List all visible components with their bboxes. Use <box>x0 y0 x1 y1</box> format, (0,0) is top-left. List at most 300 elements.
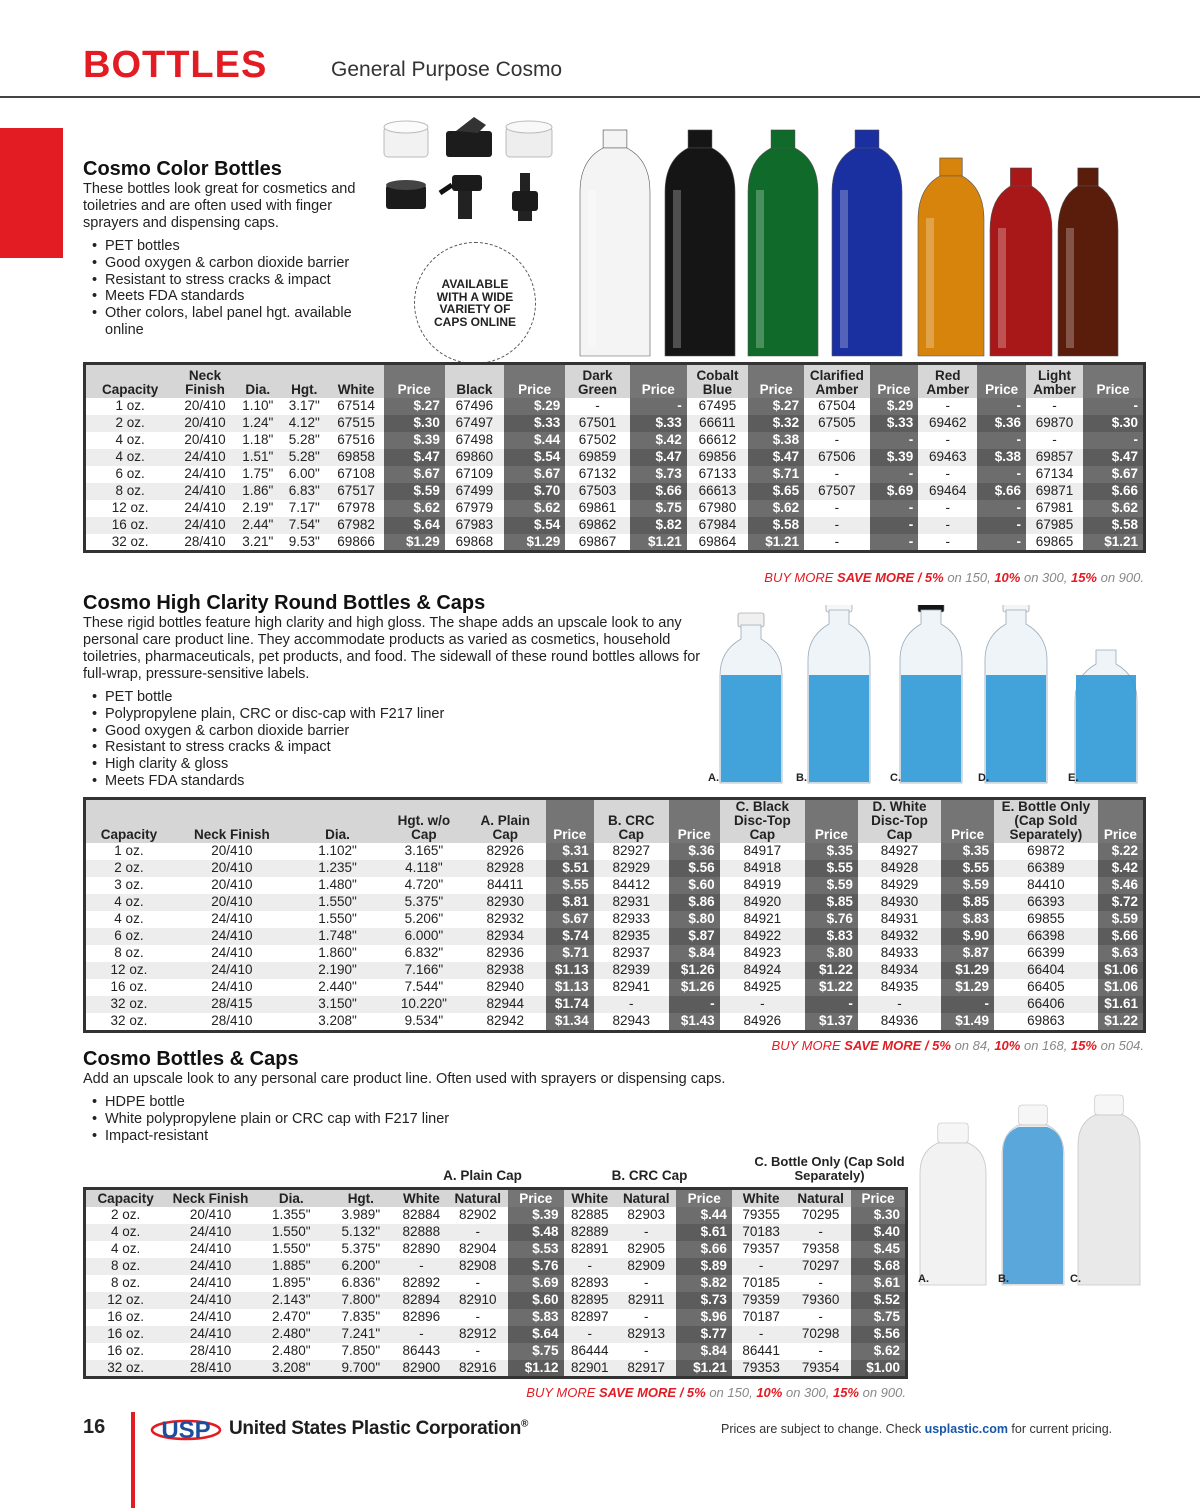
price-cell: $.39 <box>384 432 445 449</box>
table-cell: 69856 <box>687 449 748 466</box>
discount-text: SAVE MORE <box>844 1038 922 1053</box>
price-cell: $.33 <box>504 415 565 432</box>
table-cell: 24/410 <box>165 1326 256 1343</box>
price-cell: $.38 <box>748 432 804 449</box>
table-cell: 82890 <box>395 1241 447 1258</box>
column-header: Price <box>508 1189 563 1207</box>
price-cell: $.38 <box>977 449 1026 466</box>
table-row <box>85 843 1145 860</box>
price-cell: $.87 <box>669 928 720 945</box>
discount-text: SAVE MORE <box>599 1385 677 1400</box>
discount-text: BUY MORE <box>764 570 838 585</box>
table-cell: 84927 <box>858 843 941 860</box>
table-cell: 84931 <box>858 911 941 928</box>
price-cell: $1.26 <box>669 979 720 996</box>
table-cell: 82896 <box>395 1309 447 1326</box>
price-cell: $.47 <box>748 449 804 466</box>
table-cell: 82934 <box>465 928 546 945</box>
table-cell: 6.200" <box>327 1258 396 1275</box>
discount-text: 10% <box>756 1385 783 1400</box>
table-cell: 82909 <box>616 1258 677 1275</box>
table-cell: - <box>858 996 941 1013</box>
table-cell: - <box>804 500 870 517</box>
table-cell: 6 oz. <box>85 466 175 483</box>
table-cell: 67109 <box>445 466 504 483</box>
table-cell: 1.355" <box>256 1207 327 1224</box>
column-header: Capacity <box>97 1190 154 1206</box>
price-cell: $.72 <box>1098 894 1145 911</box>
table-cell: - <box>1026 398 1083 415</box>
table-cell: 84928 <box>858 860 941 877</box>
pricing-note: Prices are subject to change. Check usplastic.com for current pricing. <box>721 1422 1113 1436</box>
table-cell: 82888 <box>395 1224 447 1241</box>
table-cell: 6.00" <box>280 466 329 483</box>
feature-bullet: • High clarity & gloss <box>83 756 543 773</box>
price-cell: $.42 <box>1098 860 1145 877</box>
table-cell: 24/410 <box>174 500 235 517</box>
bottle-shape <box>665 130 735 356</box>
table-cell: 86444 <box>564 1343 616 1360</box>
table-cell: 70185 <box>732 1275 790 1292</box>
bottle-shape <box>832 130 902 356</box>
price-cell: $1.06 <box>1098 979 1145 996</box>
table-cell: - <box>616 1224 677 1241</box>
discount-text: 15% <box>1070 570 1097 585</box>
column-header: Dark Green <box>577 367 618 397</box>
price-cell: $.82 <box>676 1275 731 1292</box>
table-cell: 67978 <box>329 500 384 517</box>
table-cell: 1 oz. <box>85 843 172 860</box>
table-cell: 66612 <box>687 432 748 449</box>
table-cell: 5.375" <box>327 1241 396 1258</box>
table-row <box>85 483 1145 500</box>
table-cell: 66399 <box>994 945 1098 962</box>
column-header: Capacity <box>102 381 159 397</box>
table-row <box>85 500 1145 517</box>
table-cell: - <box>918 500 977 517</box>
table-row <box>85 1013 1145 1031</box>
price-cell: $.35 <box>805 843 858 860</box>
table-cell: 67979 <box>445 500 504 517</box>
table-cell: 20/410 <box>172 894 292 911</box>
table-cell: 32 oz. <box>85 534 175 552</box>
page-title: BOTTLES <box>83 44 268 86</box>
feature-list <box>83 689 543 790</box>
column-header: B. CRC Cap <box>607 813 655 842</box>
table-row <box>85 517 1145 534</box>
discount-text: 15% <box>1070 1038 1097 1053</box>
table-cell: 67495 <box>687 398 748 415</box>
price-cell: $.46 <box>1098 877 1145 894</box>
table-cell: 3.150" <box>292 996 383 1013</box>
price-cell: $.39 <box>870 449 919 466</box>
table-cell: - <box>804 534 870 552</box>
price-cell: $.63 <box>1098 945 1145 962</box>
bottle-label: B. <box>998 1273 1009 1285</box>
discount-text: on 900. <box>1097 570 1144 585</box>
price-cell: - <box>870 500 919 517</box>
price-cell: $1.74 <box>546 996 594 1013</box>
price-cell: - <box>977 534 1026 552</box>
table-cell: 20/410 <box>174 415 235 432</box>
table-cell: 4 oz. <box>85 894 172 911</box>
table-cell: 79360 <box>790 1292 851 1309</box>
price-cell: $.31 <box>546 843 594 860</box>
table-cell: 20/410 <box>172 877 292 894</box>
price-cell: $.22 <box>1098 843 1145 860</box>
table-cell: 84922 <box>720 928 805 945</box>
table-cell: 66613 <box>687 483 748 500</box>
section-description: Add an upscale look to any personal care product line. Often used with sprayers or dispensing caps. <box>83 1071 726 1087</box>
price-cell: $.47 <box>384 449 445 466</box>
discount-text: on 150, <box>705 1385 757 1400</box>
table-cell: - <box>790 1309 851 1326</box>
price-cell: $.76 <box>805 911 858 928</box>
price-cell: $1.22 <box>1098 1013 1145 1031</box>
table-cell: 82901 <box>564 1360 616 1378</box>
table-cell: 4 oz. <box>85 432 175 449</box>
table-header-row <box>85 364 1145 398</box>
price-cell: $.56 <box>669 860 720 877</box>
table-cell: 9.534" <box>383 1013 464 1031</box>
table-row <box>85 1292 907 1309</box>
table-cell: - <box>448 1343 509 1360</box>
bottle-shape <box>920 1123 986 1285</box>
column-header: Price <box>384 364 445 398</box>
table-cell: 67985 <box>1026 517 1083 534</box>
volume-discount-note <box>526 1385 906 1400</box>
table-cell: 66405 <box>994 979 1098 996</box>
column-header: Price <box>669 799 720 844</box>
price-cell: $.67 <box>546 911 594 928</box>
price-cell: - <box>805 996 858 1013</box>
table-cell: 69870 <box>1026 415 1083 432</box>
table-cell: - <box>918 517 977 534</box>
header-rule <box>0 96 1200 98</box>
table-cell: 20/410 <box>172 860 292 877</box>
table-cell: 82928 <box>465 860 546 877</box>
discount-text: 15% <box>832 1385 859 1400</box>
table-cell: 82933 <box>594 911 669 928</box>
discount-text: / <box>676 1385 687 1400</box>
table-cell: - <box>1026 432 1083 449</box>
table-cell: 69866 <box>329 534 384 552</box>
price-cell: $.59 <box>805 877 858 894</box>
discount-text: on 150, <box>943 570 995 585</box>
table-cell: - <box>395 1258 447 1275</box>
table-row <box>85 996 1145 1013</box>
table-cell: 67496 <box>445 398 504 415</box>
table-cell: 69865 <box>1026 534 1083 552</box>
price-cell: $.67 <box>384 466 445 483</box>
price-cell: $.67 <box>1083 466 1144 483</box>
table-row <box>85 534 1145 552</box>
column-header: Clarified Amber <box>809 367 864 397</box>
price-cell: $.86 <box>669 894 720 911</box>
price-cell: - <box>1083 398 1144 415</box>
price-cell: $.64 <box>508 1326 563 1343</box>
table-cell: 16 oz. <box>85 1326 166 1343</box>
price-cell: $.85 <box>805 894 858 911</box>
price-cell: $.68 <box>851 1258 907 1275</box>
table-row <box>85 432 1145 449</box>
table-cell: 67502 <box>565 432 629 449</box>
price-cell: $.65 <box>748 483 804 500</box>
table-cell: 82939 <box>594 962 669 979</box>
table-cell: 20/410 <box>174 398 235 415</box>
table-cell: 6.83" <box>280 483 329 500</box>
table-cell: 67504 <box>804 398 870 415</box>
price-cell: - <box>870 534 919 552</box>
table-cell: 5.132" <box>327 1224 396 1241</box>
column-header: Price <box>630 364 687 398</box>
table-cell: 1.10" <box>236 398 280 415</box>
bottle-shape <box>808 605 870 783</box>
table-cell: 69463 <box>918 449 977 466</box>
feature-bullet: • Meets FDA standards <box>83 773 543 790</box>
table-cell: 69862 <box>565 517 629 534</box>
table-cell: 24/410 <box>174 483 235 500</box>
price-cell: $.53 <box>508 1241 563 1258</box>
table-cell: 79357 <box>732 1241 790 1258</box>
price-cell: $.58 <box>1083 517 1144 534</box>
disc-cap-icon <box>386 180 426 209</box>
price-cell: $1.29 <box>504 534 565 552</box>
discount-text: / <box>921 1038 933 1053</box>
price-cell: - <box>977 517 1026 534</box>
table-cell: 24/410 <box>165 1275 256 1292</box>
price-cell: $.35 <box>941 843 994 860</box>
bottle-label: E. <box>1068 772 1079 784</box>
table-cell: 82942 <box>465 1013 546 1031</box>
price-cell: $.75 <box>508 1343 563 1360</box>
price-cell: $.40 <box>851 1224 907 1241</box>
price-cell: - <box>941 996 994 1013</box>
price-cell: $.84 <box>676 1343 731 1360</box>
group-header-plain-cap: A. Plain Cap <box>443 1168 522 1183</box>
bottle-shape <box>748 130 818 356</box>
table-row <box>85 1241 907 1258</box>
feature-bullet: • White polypropylene plain or CRC cap with F217 liner <box>83 1111 543 1128</box>
table-cell: 82902 <box>448 1207 509 1224</box>
table-cell: 12 oz. <box>85 962 172 979</box>
bottle-shape <box>985 605 1047 783</box>
table-cell: 3.208" <box>292 1013 383 1031</box>
discount-text: / <box>914 570 925 585</box>
table-cell: 84929 <box>858 877 941 894</box>
price-cell: $1.49 <box>941 1013 994 1031</box>
table-cell: 84411 <box>465 877 546 894</box>
table-cell: 2 oz. <box>85 1207 166 1224</box>
price-cell: $.47 <box>1083 449 1144 466</box>
table-cell: 1.550" <box>256 1241 327 1258</box>
price-cell: $.96 <box>676 1309 731 1326</box>
price-cell: $.80 <box>805 945 858 962</box>
table-cell: - <box>790 1224 851 1241</box>
price-cell: $.54 <box>504 517 565 534</box>
table-row <box>85 877 1145 894</box>
table-cell: 10.220" <box>383 996 464 1013</box>
table-cell: 82929 <box>594 860 669 877</box>
table-row <box>85 911 1145 928</box>
table-cell: 1.102" <box>292 843 383 860</box>
table-cell: - <box>918 398 977 415</box>
column-header: Hgt. <box>347 1190 374 1206</box>
feature-bullet: • HDPE bottle <box>83 1094 543 1111</box>
table-cell: 8 oz. <box>85 1258 166 1275</box>
price-cell: $.89 <box>676 1258 731 1275</box>
price-cell: $.27 <box>384 398 445 415</box>
table-cell: 67507 <box>804 483 870 500</box>
discount-text: on 300, <box>1020 570 1071 585</box>
table-cell: 7.835" <box>327 1309 396 1326</box>
table-cell: 1.75" <box>236 466 280 483</box>
table-cell: - <box>918 432 977 449</box>
table-cell: 2.470" <box>256 1309 327 1326</box>
price-cell: $1.29 <box>384 534 445 552</box>
table-cell: 1.86" <box>236 483 280 500</box>
price-cell: - <box>977 432 1026 449</box>
price-cell: $1.21 <box>1083 534 1144 552</box>
price-cell: $.30 <box>851 1207 907 1224</box>
table-cell: 1.550" <box>292 894 383 911</box>
price-cell: $1.29 <box>941 979 994 996</box>
price-cell: $1.21 <box>676 1360 731 1378</box>
table-cell: 66393 <box>994 894 1098 911</box>
bottle-label: A. <box>708 772 719 784</box>
price-cell: $.29 <box>870 398 919 415</box>
table-cell: 67516 <box>329 432 384 449</box>
price-cell: $.52 <box>851 1292 907 1309</box>
table-row <box>85 449 1145 466</box>
table-cell: 84919 <box>720 877 805 894</box>
price-cell: $.62 <box>384 500 445 517</box>
table-cell: 4 oz. <box>85 1241 166 1258</box>
group-header-bottle-only: C. Bottle Only (Cap Sold Separately) <box>754 1154 905 1183</box>
price-cell: $.69 <box>870 483 919 500</box>
table-cell: 6.836" <box>327 1275 396 1292</box>
price-cell: $.75 <box>851 1309 907 1326</box>
table-cell: 3 oz. <box>85 877 172 894</box>
price-cell: - <box>870 432 919 449</box>
color-bottles-image <box>570 118 1160 358</box>
price-cell: $.47 <box>630 449 687 466</box>
high-clarity-table <box>83 797 1146 1033</box>
price-cell: - <box>977 398 1026 415</box>
table-cell: 67515 <box>329 415 384 432</box>
price-cell: $.83 <box>508 1309 563 1326</box>
price-cell: $.70 <box>504 483 565 500</box>
price-cell: $.62 <box>504 500 565 517</box>
page-number: 16 <box>83 1416 106 1438</box>
column-header: Price <box>851 1189 907 1207</box>
feature-bullet: • Resistant to stress cracks & impact <box>83 739 543 756</box>
table-cell: 2.44" <box>236 517 280 534</box>
bottle-shape <box>1002 1105 1064 1285</box>
table-cell: 69859 <box>565 449 629 466</box>
table-cell: 69861 <box>565 500 629 517</box>
company-name: United States Plastic Corporation® <box>229 1418 529 1439</box>
price-cell: $.30 <box>1083 415 1144 432</box>
table-cell: 8 oz. <box>85 1275 166 1292</box>
table-cell: 3.21" <box>236 534 280 552</box>
table-row <box>85 1326 907 1343</box>
table-cell: 16 oz. <box>85 979 172 996</box>
table-cell: 2.19" <box>236 500 280 517</box>
bottle-label: A. <box>918 1273 929 1285</box>
table-cell: 69860 <box>445 449 504 466</box>
column-header: White <box>337 381 375 397</box>
table-cell: 69858 <box>329 449 384 466</box>
column-header: Natural <box>797 1190 844 1206</box>
feature-bullet: • Good oxygen & carbon dioxide barrier <box>83 255 373 272</box>
price-cell: $1.37 <box>805 1013 858 1031</box>
website-link[interactable]: usplastic.com <box>924 1422 1008 1436</box>
table-cell: 24/410 <box>174 517 235 534</box>
table-cell: 28/410 <box>174 534 235 552</box>
price-cell: $.75 <box>630 500 687 517</box>
column-header: Price <box>977 364 1026 398</box>
clarity-bottles-image <box>700 605 1150 785</box>
table-cell: 1.235" <box>292 860 383 877</box>
bottle-label: C. <box>890 772 901 784</box>
table-row <box>85 928 1145 945</box>
table-cell: 82932 <box>465 911 546 928</box>
table-cell: 24/410 <box>165 1292 256 1309</box>
table-cell: 7.17" <box>280 500 329 517</box>
table-cell: 1.18" <box>236 432 280 449</box>
discount-text: 5% <box>932 1038 951 1053</box>
table-cell: 67497 <box>445 415 504 432</box>
price-cell: $.74 <box>546 928 594 945</box>
table-cell: 24/410 <box>165 1258 256 1275</box>
table-cell: 1.51" <box>236 449 280 466</box>
table-cell: 2 oz. <box>85 415 175 432</box>
price-cell: $.59 <box>384 483 445 500</box>
price-cell: $.71 <box>546 945 594 962</box>
table-cell: 70297 <box>790 1258 851 1275</box>
price-cell: $.48 <box>508 1224 563 1241</box>
table-row <box>85 1207 907 1224</box>
table-cell: 5.28" <box>280 449 329 466</box>
column-header: Price <box>805 799 858 844</box>
table-cell: 69864 <box>687 534 748 552</box>
table-cell: 82943 <box>594 1013 669 1031</box>
column-header: Price <box>676 1189 731 1207</box>
price-cell: $.45 <box>851 1241 907 1258</box>
flip-cap-icon <box>446 117 492 157</box>
price-cell: $1.22 <box>805 979 858 996</box>
bottle-shape <box>1058 168 1118 356</box>
price-cell: $.44 <box>676 1207 731 1224</box>
table-row <box>85 415 1145 432</box>
table-cell: 84921 <box>720 911 805 928</box>
page-subtitle: General Purpose Cosmo <box>331 58 563 81</box>
table-cell: 82936 <box>465 945 546 962</box>
price-cell: $.85 <box>941 894 994 911</box>
table-cell: 82889 <box>564 1224 616 1241</box>
column-header: Price <box>1083 364 1144 398</box>
table-cell: 7.800" <box>327 1292 396 1309</box>
discount-text: BUY MORE <box>771 1038 845 1053</box>
discount-text: 10% <box>994 570 1021 585</box>
column-header: Natural <box>454 1190 502 1206</box>
table-cell: 82927 <box>594 843 669 860</box>
column-header: White <box>402 1190 440 1206</box>
feature-bullet: • Meets FDA standards <box>83 288 373 305</box>
price-cell: $.32 <box>748 415 804 432</box>
table-row <box>85 398 1145 415</box>
